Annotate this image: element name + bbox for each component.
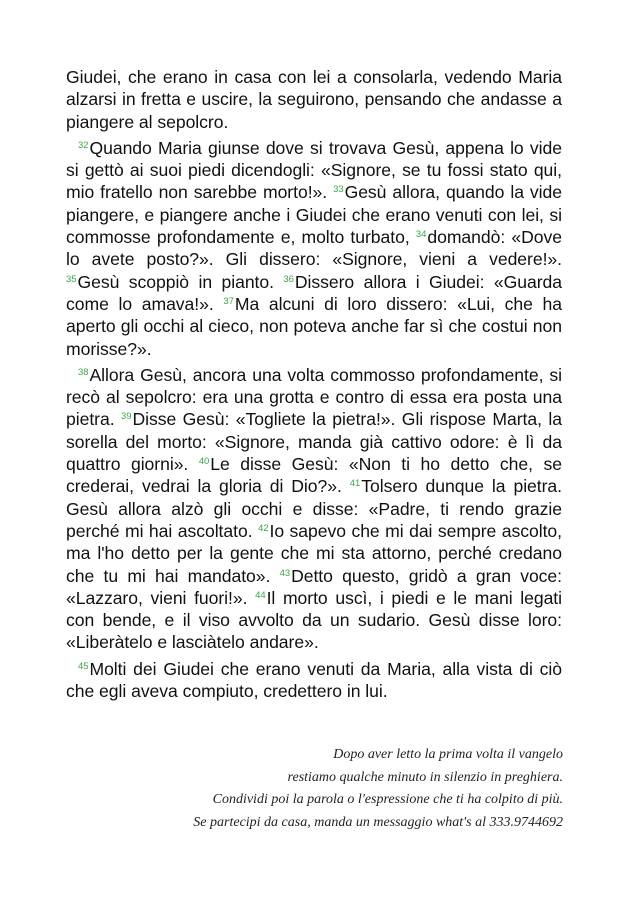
instruction-line: Dopo aver letto la prima volta il vangelo (333, 747, 563, 762)
verse-text: Molti dei Giudei che erano venuti da Maria, alla vista di ciò che egli aveva compiuto, credettero in lui. (66, 658, 562, 702)
instruction-line: restiamo qualche minuto in silenzio in preghiera. (287, 769, 563, 785)
gospel-text (66, 66, 562, 706)
paragraph (66, 66, 562, 133)
verse-number: 37 (223, 295, 234, 307)
verse-number: 32 (78, 139, 89, 151)
instruction-line: Se partecipi da casa, manda un messaggio what's al 333.9744692 (193, 815, 563, 831)
paragraph (66, 137, 562, 360)
reading-instructions (100, 744, 563, 835)
verse-text: Le disse Gesù: «Non ti ho detto che, se crederai, vedrai la gloria di Dio?». (66, 454, 562, 497)
verse-number: 39 (121, 411, 132, 423)
verse-number: 38 (78, 366, 89, 378)
verse-text: Allora Gesù, ancora una volta commosso profondamente, si recò al sepolcro: era una grotta e contro di essa era posta una pietra. (66, 364, 562, 430)
paragraph (66, 364, 562, 654)
verse-number: 34 (415, 229, 427, 241)
verse-number: 42 (258, 522, 269, 534)
verse-text: Detto questo, gridò a gran voce: «Lazzaro, vieni fuori!». (66, 565, 562, 608)
verse-number: 40 (198, 456, 210, 468)
verse-number: 44 (255, 589, 266, 601)
paragraph (66, 658, 562, 703)
verse-text: Dissero allora i Giudei: «Guarda come lo amava!». (66, 271, 562, 314)
verse-number: 43 (279, 567, 291, 579)
verse-text: Ma alcuni di loro dissero: «Lui, che ha aperto gli occhi al cieco, non poteva anche far sì che costui non morisse?». (66, 293, 562, 359)
verse-number: 35 (66, 273, 77, 285)
verse-text: domandò: «Dove lo avete posto?». Gli dissero: «Signore, vieni a vedere!». (66, 227, 562, 270)
verse-text: Quando Maria giunse dove si trovava Gesù, appena lo vide si gettò ai suoi piedi dicendogli: «Signore, se tu fossi stato qui, mio fratello non sarebbe morto!». (66, 137, 562, 203)
verse-text: Il morto uscì, i piedi e le mani legati con bende, e il viso avvolto da un sudario. Gesù disse loro: «Liberàtelo e lasciàtelo andare». (66, 587, 562, 653)
verse-text: Io sapevo che mi dai sempre ascolto, ma l'ho detto per la gente che mi sta attorno, perché credano che tu mi hai mandato». (66, 520, 562, 586)
verse-text: Gesù scoppiò in pianto. (77, 271, 284, 292)
verse-number: 45 (78, 660, 89, 672)
verse-text: Disse Gesù: «Togliete la pietra!». Gli rispose Marta, la sorella del morto: «Signore, manda già cattivo odore: è lì da quattro giorni». (66, 409, 563, 475)
verse-number: 36 (283, 273, 294, 285)
verse-text: Tolsero dunque la pietra. Gesù allora alzò gli occhi e disse: «Padre, ti rendo grazie perché mi hai ascoltato. (66, 476, 563, 541)
verse-number: 41 (349, 478, 361, 490)
instruction-line: Condividi poi la parola o l'espressione che ti ha colpito di più. (212, 792, 563, 808)
verse-text: Gesù allora, quando la vide piangere, e piangere anche i Giudei che erano venuti con lei, si commosse profondamente e, molto turbato, (66, 182, 562, 248)
verse-number: 33 (333, 184, 344, 196)
verse-text: Giudei, che erano in casa con lei a consolarla, vedendo Maria alzarsi in fretta e uscire, la seguirono, pensando che andasse a piangere al sepolcro. (66, 67, 562, 132)
